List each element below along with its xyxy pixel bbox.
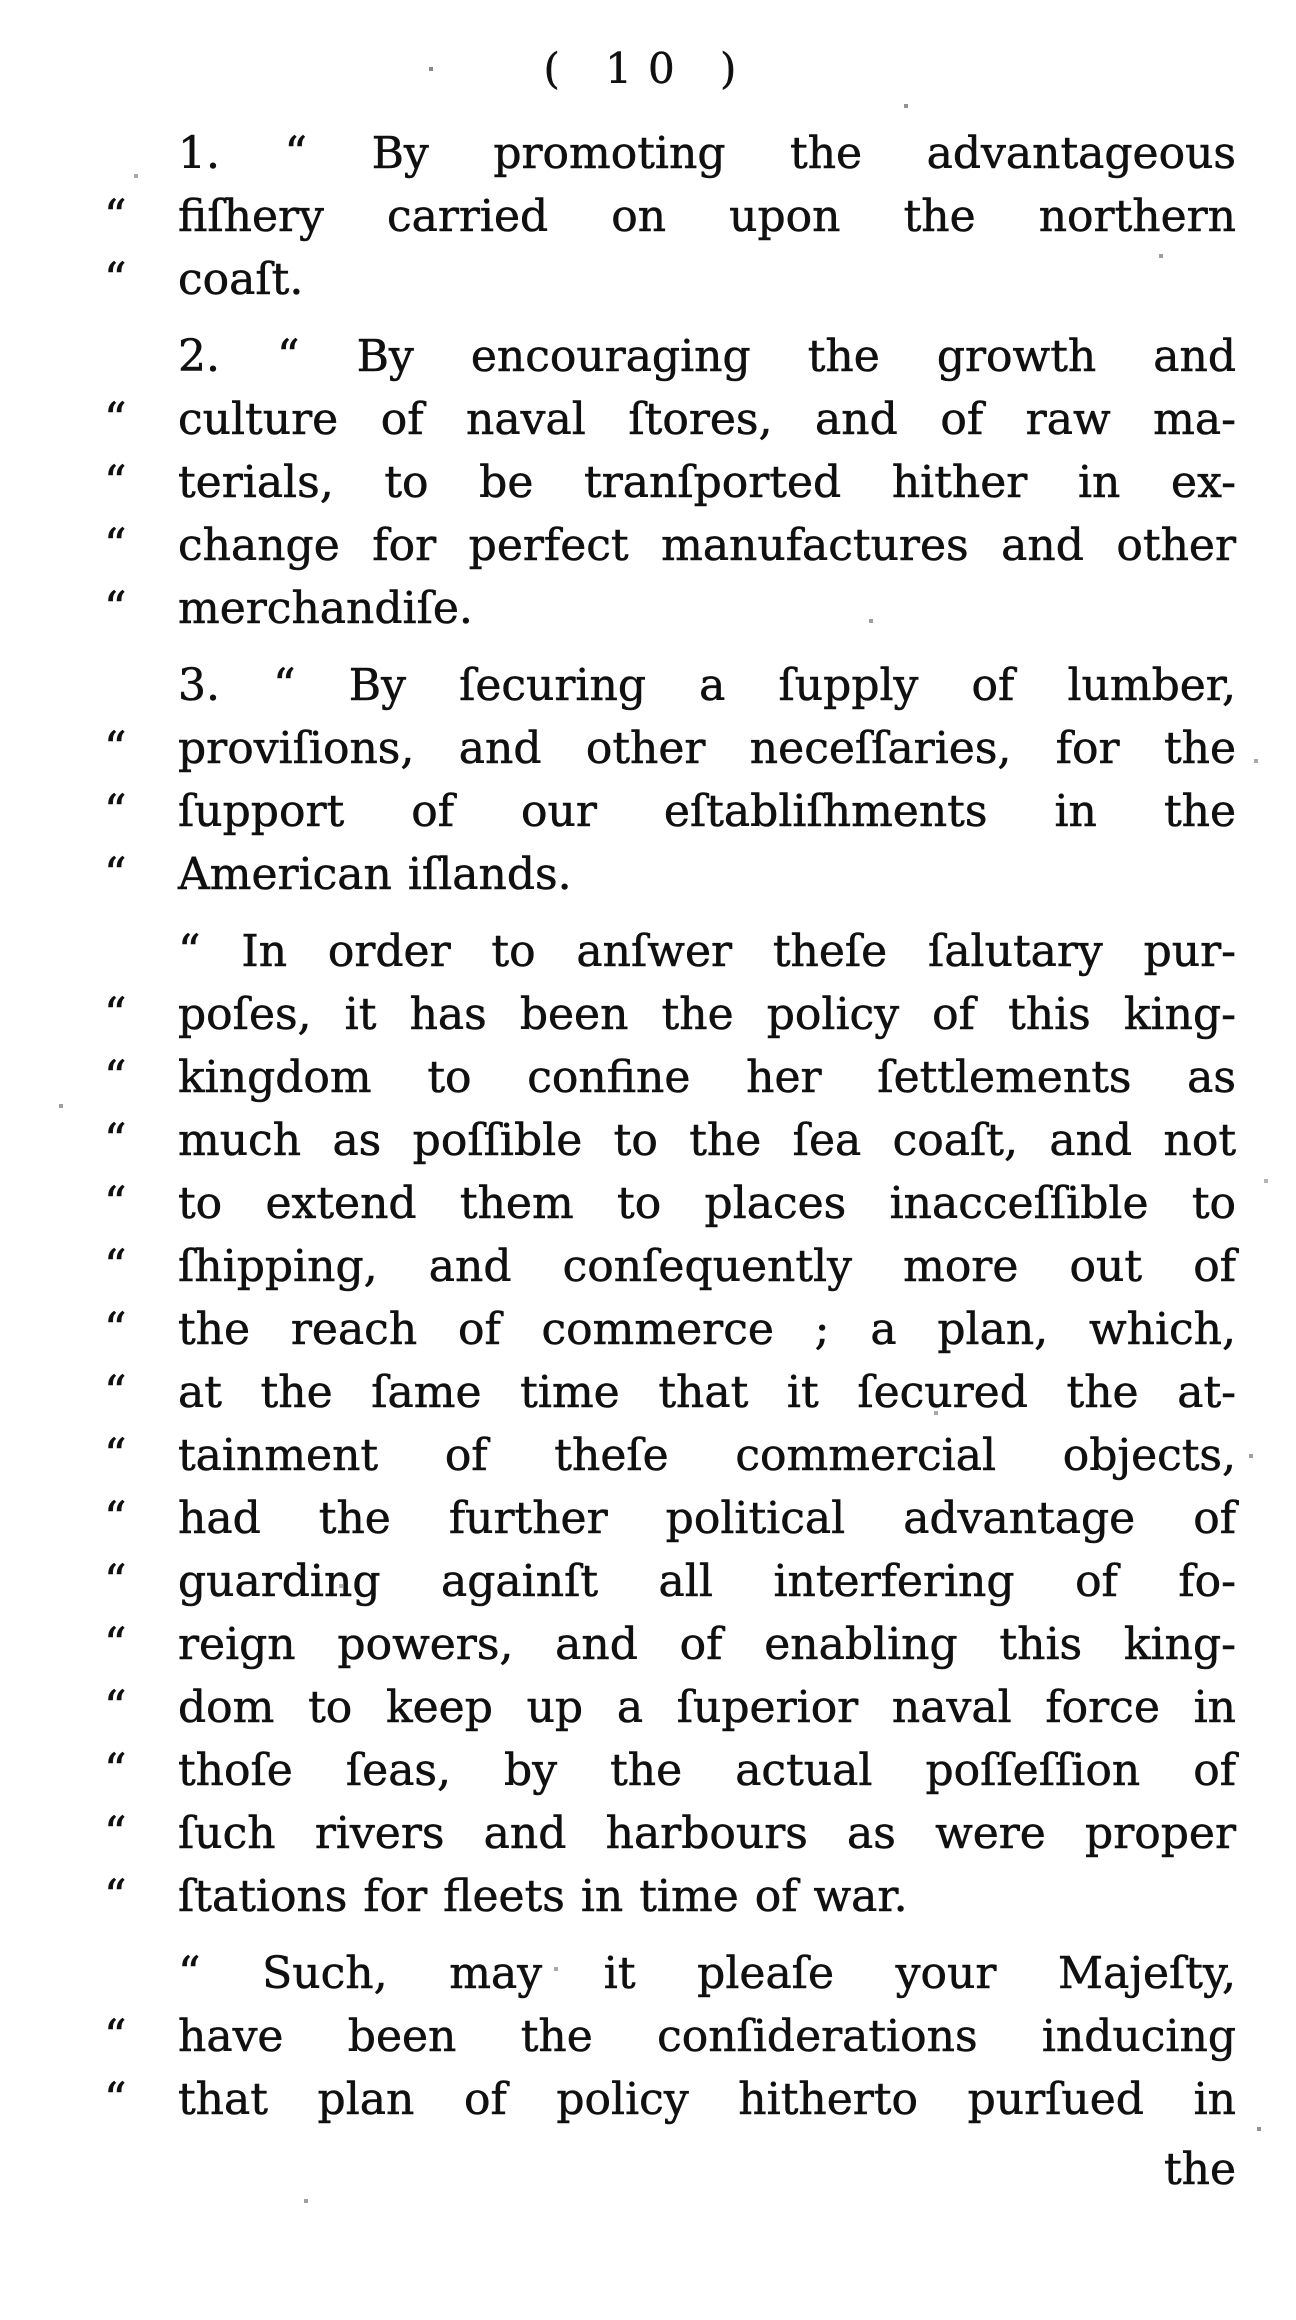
line-text: had the further political advantage of <box>178 1493 1236 1544</box>
line-text: American iſlands. <box>178 849 572 900</box>
text-line <box>178 1942 1236 2005</box>
line-text: kingdom to confine her ſettlements as <box>178 1052 1236 1103</box>
margin-quotation-mark: “ <box>104 1241 125 1292</box>
line-text: 1. “ By promoting the advantageous <box>178 128 1236 179</box>
line-text: “ Such, may it pleaſe your Majeſty, <box>178 1948 1236 1999</box>
line-text: at the ſame time that it ſecured the at- <box>178 1367 1236 1418</box>
margin-quotation-mark: “ <box>104 1682 125 1733</box>
line-text: to extend them to places inacceſſible to <box>178 1178 1236 1229</box>
text-line <box>104 1802 1236 1865</box>
margin-quotation-mark: “ <box>104 520 125 571</box>
text-line <box>104 248 1236 311</box>
line-text: ſuch rivers and harbours as were proper <box>178 1808 1236 1859</box>
text-line <box>104 1487 1236 1550</box>
line-text: 3. “ By ſecuring a ſupply of lumber, <box>178 660 1236 711</box>
line-text: reign powers, and of enabling this king- <box>178 1619 1236 1670</box>
margin-quotation-mark: “ <box>104 1430 125 1481</box>
text-line <box>104 185 1236 248</box>
text-line <box>178 654 1236 717</box>
margin-quotation-mark: “ <box>104 1556 125 1607</box>
line-text: ſhipping, and conſequently more out of <box>178 1241 1236 1292</box>
margin-quotation-mark: “ <box>104 1052 125 1103</box>
text-line <box>104 717 1236 780</box>
margin-quotation-mark: “ <box>104 254 125 305</box>
line-text: fiſhery carried on upon the northern <box>178 191 1236 242</box>
text-line <box>104 388 1236 451</box>
line-text: that plan of policy hitherto purſued in <box>178 2074 1236 2125</box>
text-line <box>104 1550 1236 1613</box>
text-line <box>104 1298 1236 1361</box>
line-text: change for perfect manufactures and other <box>178 520 1236 571</box>
text-block <box>104 122 1236 2131</box>
text-line <box>104 2005 1236 2068</box>
catchword-line <box>178 2138 1236 2201</box>
text-line <box>104 983 1236 1046</box>
line-text: dom to keep up a ſuperior naval force in <box>178 1682 1236 1733</box>
scan-speckles <box>0 0 2 2</box>
catchword: the <box>1163 2144 1236 2195</box>
line-text: terials, to be tranſported hither in ex- <box>178 457 1236 508</box>
text-line <box>104 451 1236 514</box>
text-line <box>104 514 1236 577</box>
line-text: ſupport of our eſtabliſhments in the <box>178 786 1236 837</box>
line-text: much as poſſible to the ſea coaſt, and not <box>178 1115 1236 1166</box>
margin-quotation-mark: “ <box>104 1745 125 1796</box>
margin-quotation-mark: “ <box>104 191 125 242</box>
margin-quotation-mark: “ <box>104 1178 125 1229</box>
line-text: culture of naval ſtores, and of raw ma- <box>178 394 1236 445</box>
margin-quotation-mark: “ <box>104 1871 125 1922</box>
margin-quotation-mark: “ <box>104 1367 125 1418</box>
text-line <box>104 1865 1236 1928</box>
margin-quotation-mark: “ <box>104 786 125 837</box>
margin-quotation-mark: “ <box>104 1808 125 1859</box>
margin-quotation-mark: “ <box>104 1493 125 1544</box>
text-line <box>104 1613 1236 1676</box>
text-line <box>104 1235 1236 1298</box>
text-line <box>104 1172 1236 1235</box>
text-line <box>178 122 1236 185</box>
text-line <box>104 2068 1236 2131</box>
margin-quotation-mark: “ <box>104 583 125 634</box>
margin-quotation-mark: “ <box>104 457 125 508</box>
line-text: 2. “ By encouraging the growth and <box>178 331 1236 382</box>
line-text: thoſe ſeas, by the actual poſſeſſion of <box>178 1745 1236 1796</box>
line-text: merchandiſe. <box>178 583 473 634</box>
line-text: proviſions, and other neceſſaries, for the <box>178 723 1236 774</box>
text-line <box>104 1676 1236 1739</box>
text-line <box>104 1361 1236 1424</box>
margin-quotation-mark: “ <box>104 1619 125 1670</box>
line-text: ſtations for fleets in time of war. <box>178 1871 908 1922</box>
margin-quotation-mark: “ <box>104 2011 125 2062</box>
page-number: ( 10 ) <box>543 44 753 93</box>
text-line <box>104 577 1236 640</box>
margin-quotation-mark: “ <box>104 989 125 1040</box>
margin-quotation-mark: “ <box>104 394 125 445</box>
line-text: have been the conſiderations inducing <box>178 2011 1236 2062</box>
line-text: coaſt. <box>178 254 304 305</box>
text-line <box>104 780 1236 843</box>
text-line <box>104 1046 1236 1109</box>
margin-quotation-mark: “ <box>104 723 125 774</box>
line-text: poſes, it has been the policy of this king- <box>178 989 1236 1040</box>
line-text: tainment of theſe commercial objects, <box>178 1430 1236 1481</box>
margin-quotation-mark: “ <box>104 1304 125 1355</box>
text-line <box>178 325 1236 388</box>
margin-quotation-mark: “ <box>104 849 125 900</box>
text-line <box>104 1109 1236 1172</box>
text-line <box>104 1424 1236 1487</box>
text-line <box>178 920 1236 983</box>
line-text: guarding againſt all interfering of fo- <box>178 1556 1236 1607</box>
line-text: “ In order to anſwer theſe ſalutary pur- <box>178 926 1236 977</box>
margin-quotation-mark: “ <box>104 1115 125 1166</box>
line-text: the reach of commerce ; a plan, which, <box>178 1304 1236 1355</box>
margin-quotation-mark: “ <box>104 2074 125 2125</box>
text-line <box>104 1739 1236 1802</box>
text-line <box>104 843 1236 906</box>
